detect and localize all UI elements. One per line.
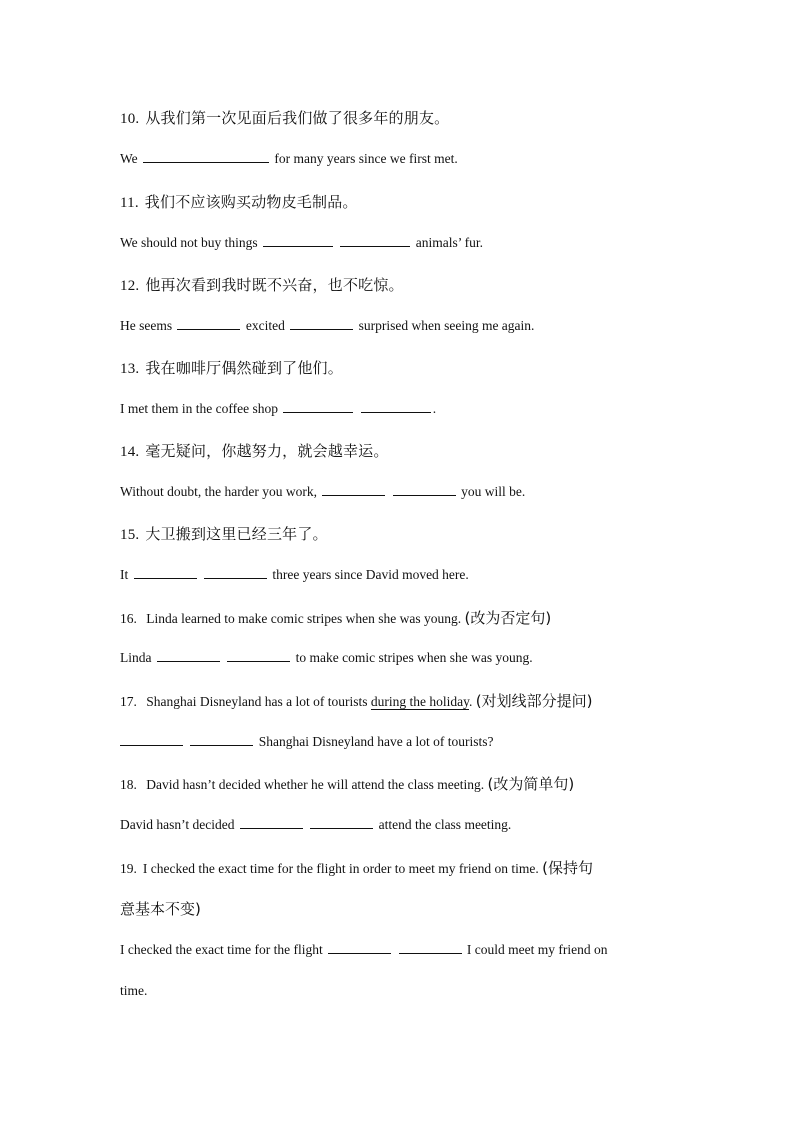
answer-text: It [120,567,129,582]
question-text: . [468,694,473,709]
answer-blank[interactable] [290,317,353,330]
answer-text: He seems [120,318,173,333]
item-19-prompt-wrap [120,898,201,919]
answer-text: animals’ fur. [415,235,484,250]
answer-text: time. [120,983,148,998]
answer-blank[interactable] [283,400,353,413]
answer-blank[interactable] [120,733,183,746]
answer-text: We should not buy things [120,235,258,250]
item-10-answer-line [120,150,458,167]
answer-text: for many years since we first met. [274,151,458,166]
item-17-prompt [120,690,592,711]
item-number: 13. [120,361,140,377]
item-11-prompt [120,191,358,212]
answer-blank[interactable] [361,400,431,413]
item-number: 17. [120,694,137,709]
item-19-prompt [120,857,593,878]
underlined-phrase: during the holiday [370,694,469,709]
instruction-note: (对划线部分提问) [475,692,593,710]
answer-text: Without doubt, the harder you work, [120,484,318,499]
item-12-answer-line [120,317,534,334]
answer-blank[interactable] [177,317,240,330]
item-number: 12. [120,278,140,294]
item-number: 18. [120,777,137,792]
item-11-answer-line [120,234,483,251]
item-16-answer-line [120,649,533,666]
question-text: David hasn’t decided whether he will attend the class meeting. [146,777,485,792]
instruction-note: (改为简单句) [487,775,575,793]
item-19-answer-wrap [120,983,147,999]
item-14-answer-line [120,483,525,500]
answer-text: attend the class meeting. [378,817,512,832]
answer-blank[interactable] [204,566,267,579]
answer-text: Shanghai Disneyland have a lot of tourists? [258,734,494,749]
answer-text: surprised when seeing me again. [358,318,535,333]
item-number: 15. [120,527,140,543]
answer-blank[interactable] [240,816,303,829]
answer-text: I checked the exact time for the flight [120,942,323,957]
answer-text: Linda [120,650,152,665]
instruction-note: (保持句 [542,859,593,877]
answer-blank[interactable] [310,816,373,829]
item-chinese-text: 大卫搬到这里已经三年了。 [145,525,328,543]
item-15-answer-line [120,566,469,583]
item-12-prompt [120,274,404,295]
answer-blank[interactable] [263,234,333,247]
item-16-prompt [120,607,551,628]
item-13-answer-line [120,400,436,417]
answer-blank[interactable] [190,733,253,746]
answer-text: We [120,151,138,166]
answer-text: I could meet my friend on [466,942,608,957]
answer-blank[interactable] [227,649,290,662]
answer-blank[interactable] [134,566,197,579]
item-14-prompt [120,440,389,461]
answer-text: David hasn’t decided [120,817,235,832]
answer-blank[interactable] [340,234,410,247]
item-number: 10. [120,111,140,127]
item-18-answer-line [120,816,511,833]
instruction-note: (改为否定句) [464,609,552,627]
answer-blank[interactable] [143,150,269,163]
answer-blank[interactable] [157,649,220,662]
answer-text: I met them in the coffee shop [120,401,278,416]
item-chinese-text: 从我们第一次见面后我们做了很多年的朋友。 [145,109,450,127]
answer-blank[interactable] [322,483,385,496]
item-chinese-text: 他再次看到我时既不兴奋，也不吃惊。 [145,276,404,294]
question-text: Shanghai Disneyland has a lot of tourists [146,694,368,709]
answer-blank[interactable] [328,941,391,954]
question-text: Linda learned to make comic stripes when she was young. [146,611,462,626]
item-18-prompt [120,773,574,794]
item-chinese-text: 毫无疑问，你越努力，就会越幸运。 [145,442,389,460]
item-number: 16. [120,611,137,626]
item-chinese-text: 我在咖啡厅偶然碰到了他们。 [145,359,343,377]
item-17-answer-line [120,733,493,750]
item-13-prompt [120,357,343,378]
item-number: 11. [120,195,139,211]
answer-text: three years since David moved here. [272,567,469,582]
item-19-answer-line [120,941,608,958]
item-10-prompt [120,107,449,128]
answer-blank[interactable] [393,483,456,496]
item-chinese-text: 我们不应该购买动物皮毛制品。 [144,193,358,211]
instruction-note: 意基本不变) [120,900,201,918]
item-number: 14. [120,444,140,460]
answer-text: excited [245,318,285,333]
answer-text: you will be. [461,484,526,499]
question-text: I checked the exact time for the flight in order to meet my friend on time. [142,861,539,876]
answer-text: to make comic stripes when she was young. [295,650,533,665]
item-15-prompt [120,523,328,544]
answer-blank[interactable] [399,941,462,954]
answer-text: . [432,401,437,416]
item-number: 19. [120,861,137,876]
